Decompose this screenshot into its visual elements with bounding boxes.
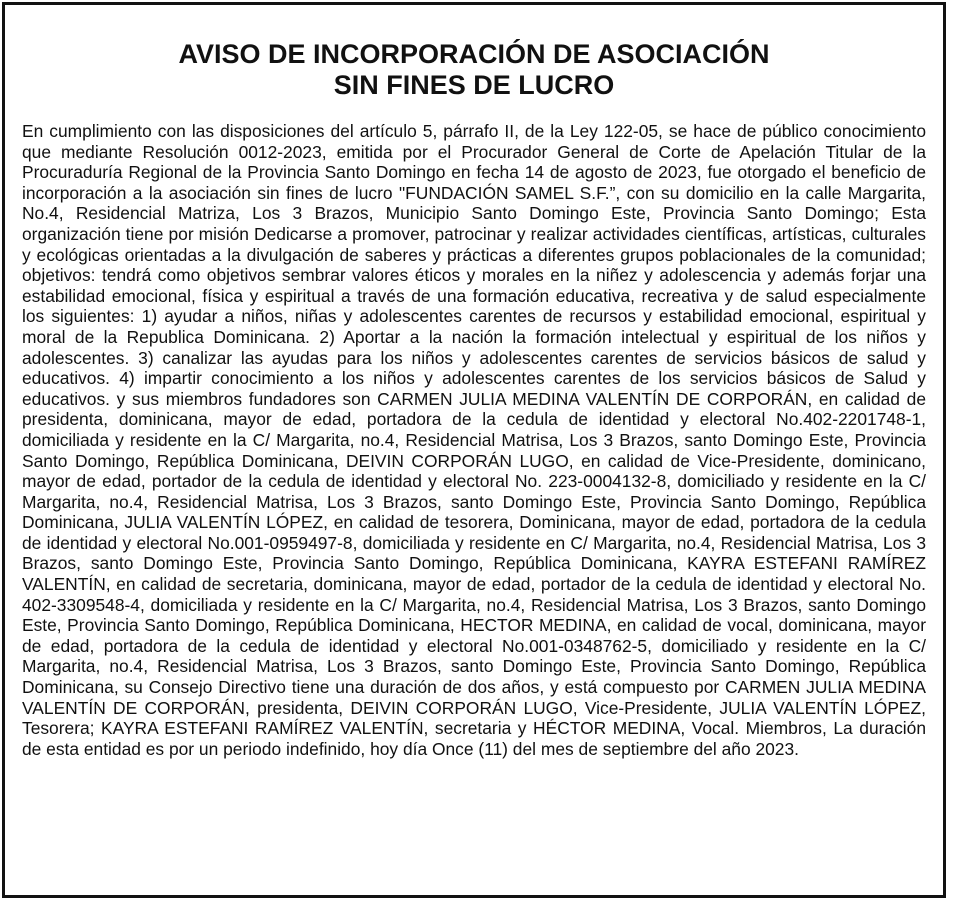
notice-title <box>5 39 943 101</box>
notice-box <box>2 2 946 898</box>
notice-body: En cumplimiento con las disposiciones del artículo 5, párrafo II, de la Ley 122-05, se hace de público conocimiento que mediante Resolución 0012-2023, emitida por el Procurador General de Corte de Apelación Titular de la Procuraduría Regional de la Provincia Santo Domingo en fecha 14 de agosto de 2023, fue otorgado el beneficio de incorporación a la asociación sin fines de lucro "FUNDACIÓN SAMEL S.F.”, con su domicilio en la calle Margarita, No.4, Residencial Matriza, Los 3 Brazos, Municipio Santo Domingo Este, Provincia Santo Domingo; Esta organización tiene por misión Dedicarse a promover, patrocinar y realizar actividades científicas, artísticas, culturales y ecológicas orientadas a la divulgación de saberes y prácticas a diferentes grupos poblacionales de la comunidad; objetivos: tendrá como objetivos sembrar valores éticos y morales en la niñez y adolescencia y además forjar una estabilidad emocional, física y espiritual a través de una formación educativa, recreativa y de salud especialmente los siguientes: 1) ayudar a niños, niñas y adolescentes carentes de recursos y estabilidad emocional, espiritual y moral de la Republica Dominicana. 2) Aportar a la nación la formación intelectual y espiritual de los niños y adolescentes. 3) canalizar las ayudas para los niños y adolescentes carentes de servicios básicos de salud y educativos. 4) impartir conocimiento a los niños y adolescentes carentes de los servicios básicos de Salud y educativos. y sus miembros fundadores son CARMEN JULIA MEDINA VALENTÍN DE CORPORÁN, en calidad de presidenta, dominicana, mayor de edad, portadora de la cedula de identidad y electoral No.402-2201748-1, domiciliada y residente en la C/ Margarita, no.4, Residencial Matrisa, Los 3 Brazos, santo Domingo Este, Provincia Santo Domingo, República Dominicana, DEIVIN CORPORÁN LUGO, en calidad de Vice-Presidente, dominicano, mayor de edad, portador de la cedula de identidad y electoral No. 223-0004132-8, domiciliado y residente en la C/ Margarita, no.4, Residencial Matrisa, Los 3 Brazos, santo Domingo Este, Provincia Santo Domingo, República Dominicana, JULIA VALENTÍN LÓPEZ, en calidad de tesorera, Dominicana, mayor de edad, portadora de la cedula de identidad y electoral No.001-0959497-8, domiciliada y residente en C/ Margarita, no.4, Residencial Matrisa, Los 3 Brazos, santo Domingo Este, Provincia Santo Domingo, República Dominicana, KAYRA ESTEFANI RAMÍREZ VALENTÍN, en calidad de secretaria, dominicana, mayor de edad, portador de la cedula de identidad y electoral No. 402-3309548-4, domiciliada y residente en la C/ Margarita, no.4, Residencial Matrisa, Los 3 Brazos, santo Domingo Este, Provincia Santo Domingo, República Dominicana, HECTOR MEDINA, en calidad de vocal, dominicana, mayor de edad, portadora de la cedula de identidad y electoral No.001-0348762-5, domiciliado y residente en la C/ Margarita, no.4, Residencial Matrisa, Los 3 Brazos, santo Domingo Este, Provincia Santo Domingo, República Dominicana, su Consejo Directivo tiene una duración de dos años, y está compuesto por CARMEN JULIA MEDINA VALENTÍN DE CORPORÁN, presidenta, DEIVIN CORPORÁN LUGO, Vice-Presidente, JULIA VALENTÍN LÓPEZ, Tesorera; KAYRA ESTEFANI RAMÍREZ VALENTÍN, secretaria y HÉCTOR MEDINA, Vocal. Miembros, La duración de esta entidad es por un periodo indefinido, hoy día Once (11) del mes de septiembre del año 2023. <box>22 121 926 759</box>
notice-title-line-2: SIN FINES DE LUCRO <box>333 70 615 100</box>
notice-title-line-1: AVISO DE INCORPORACIÓN DE ASOCIACIÓN <box>178 39 770 69</box>
